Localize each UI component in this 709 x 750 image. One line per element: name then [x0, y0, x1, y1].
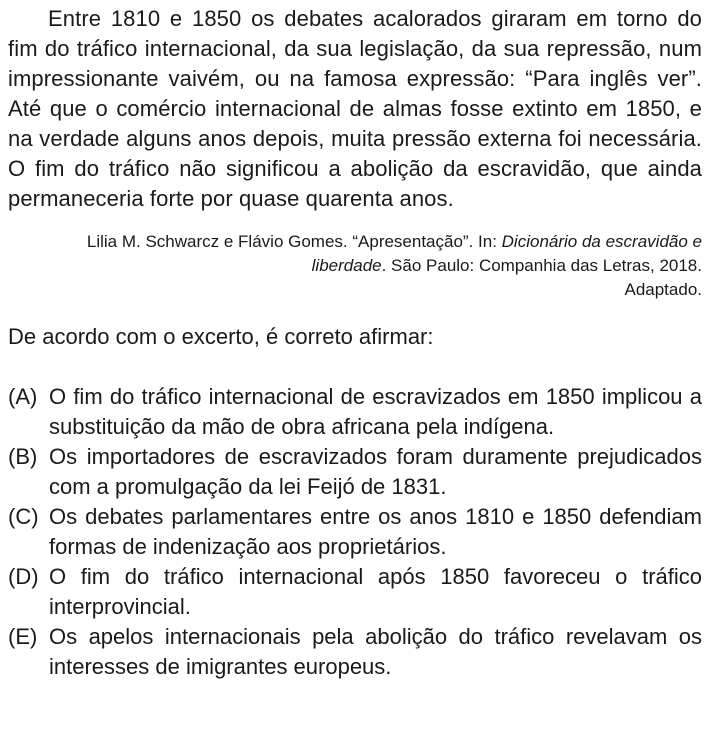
option-text: O fim do tráfico internacional após 1850 favoreceu o tráfico interprovincial.	[49, 564, 702, 619]
option-letter: (D)	[8, 564, 39, 589]
option-c[interactable]	[8, 502, 702, 562]
citation	[8, 230, 702, 302]
option-text: Os importadores de escravizados foram duramente prejudicados com a promulgação da lei Feijó de 1831.	[49, 444, 702, 499]
citation-note: Adaptado.	[624, 280, 702, 299]
option-a[interactable]	[8, 382, 702, 442]
citation-authors: Lilia M. Schwarcz e Flávio Gomes. “Apresentação”. In:	[86, 232, 502, 251]
option-text: Os debates parlamentares entre os anos 1810 e 1850 defendiam formas de indenização aos proprietários.	[49, 504, 702, 559]
passage-text: Entre 1810 e 1850 os debates acalorados giraram em torno do fim do tráfico internacional, da sua legislação, da sua repressão, num impressionante vaivém, ou na famosa expressão: “Para inglês ver”. Até que o comércio internacional de almas fosse extinto em 1850, e na verdade alguns anos depois, muita pressão externa foi necessária. O fim do tráfico não significou a abolição da escravidão, que ainda permaneceria forte por quase quarenta anos.	[8, 6, 702, 211]
citation-publisher: . São Paulo: Companhia das Letras, 2018.	[381, 256, 702, 275]
option-text: Os apelos internacionais pela abolição do tráfico revelavam os interesses de imigrantes europeus.	[49, 624, 702, 679]
option-letter: (A)	[8, 384, 38, 409]
citation-title: Dicionário da escravidão e liberdade	[311, 232, 702, 275]
option-letter: (E)	[8, 624, 38, 649]
option-b[interactable]	[8, 442, 702, 502]
option-e[interactable]	[8, 622, 702, 682]
option-d[interactable]	[8, 562, 702, 622]
option-letter: (B)	[8, 444, 38, 469]
answer-options	[8, 382, 702, 682]
option-letter: (C)	[8, 504, 39, 529]
option-text: O fim do tráfico internacional de escravizados em 1850 implicou a substituição da mão de obra africana pela indígena.	[49, 384, 702, 439]
question-stem: De acordo com o excerto, é correto afirmar:	[8, 324, 434, 349]
